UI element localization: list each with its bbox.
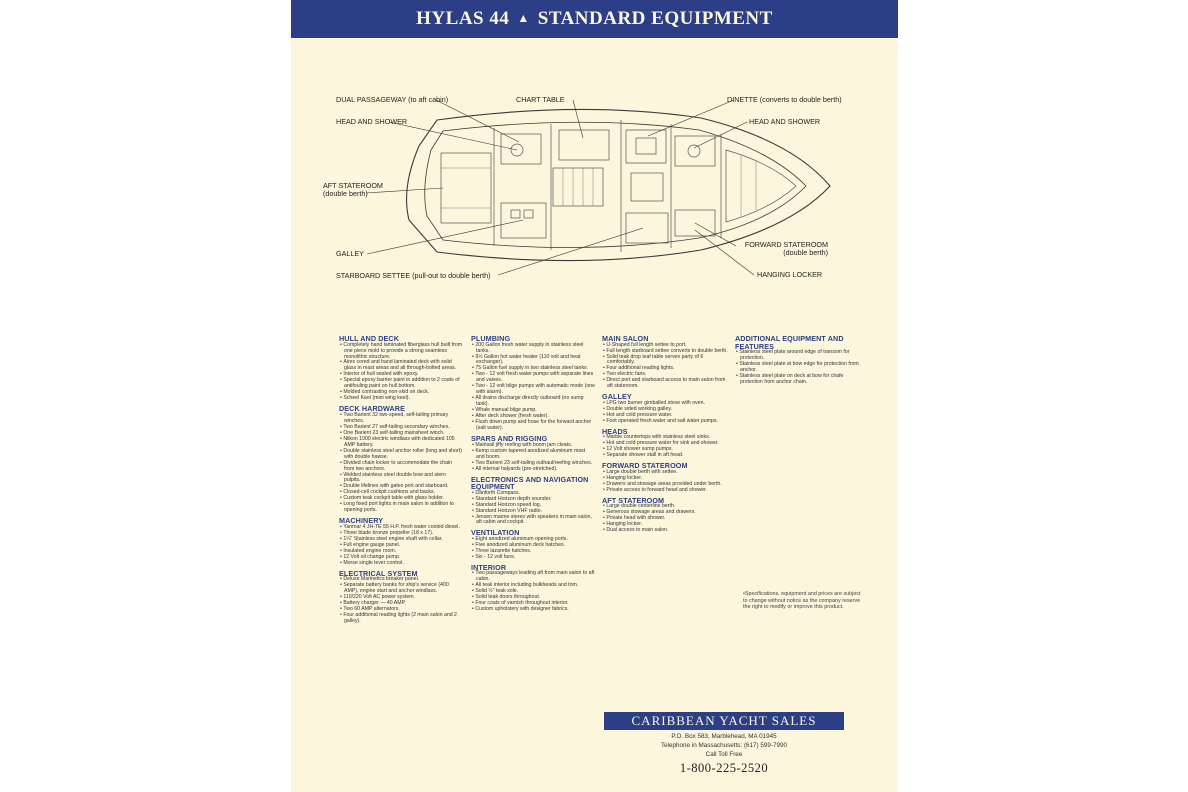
dealer-name-banner: CARIBBEAN YACHT SALES bbox=[604, 712, 844, 730]
section-heading: VENTILATION bbox=[471, 528, 520, 538]
dinette bbox=[626, 130, 666, 163]
spec-item: • Three blade bronze propeller (18 x 17). bbox=[339, 531, 463, 537]
aft-head bbox=[501, 134, 541, 164]
spec-item: • Deluxe Marinetics breaker panel. bbox=[339, 577, 463, 583]
spec-item: • Two electric fans. bbox=[602, 372, 728, 378]
spec-item: • Hanging locker. bbox=[602, 522, 728, 528]
callout-starboard-settee: STARBOARD SETTEE (pull-out to double berth) bbox=[336, 271, 491, 280]
section-heading: GALLEY bbox=[602, 392, 632, 402]
title-banner bbox=[291, 0, 898, 38]
spec-item: • 75 Gallon fuel supply in two stainless steel tanks. bbox=[471, 366, 595, 372]
spec-item: • All teak interior including bulkheads and trim. bbox=[471, 583, 595, 589]
spec-list bbox=[339, 343, 463, 403]
spec-item: • Flush down pump and hose for the forward anchor (salt water). bbox=[471, 420, 595, 432]
spec-item: • Private access to forward head and shower. bbox=[602, 488, 728, 494]
spec-item: • Standard Horizon depth sounder. bbox=[471, 497, 595, 503]
callout-aft-stateroom bbox=[323, 182, 383, 199]
spec-list bbox=[602, 343, 728, 391]
spec-item: • Private head with shower. bbox=[602, 516, 728, 522]
spec-item: • Full engine gauge panel. bbox=[339, 543, 463, 549]
disclaimer-text: • Specifications, equipment and prices are subject to change without notice as the company reserve the right to modify or improve this product. bbox=[743, 591, 861, 610]
spec-item: • Battery charger — 40 AMP. bbox=[339, 601, 463, 607]
spec-item: • Dual access to main salon. bbox=[602, 528, 728, 534]
spec-item: • Danforth Compass. bbox=[471, 491, 595, 497]
spec-item: • Molded contrasting non-skid on deck. bbox=[339, 390, 463, 396]
spec-item: • Stainless steel plate around edge of transom for protection. bbox=[735, 350, 859, 362]
spec-item: • 12 Volt oil change pump. bbox=[339, 555, 463, 561]
spec-item: • LPG two burner gimballed stove with oven. bbox=[602, 401, 728, 407]
spec-item: • Four coats of varnish throughout interior. bbox=[471, 601, 595, 607]
spec-item: • Solid ½" teak sole. bbox=[471, 589, 595, 595]
spec-item: • Yanmar 4 JH-TE 55 H.P. fresh water cooled diesel. bbox=[339, 525, 463, 531]
spec-item: • Two Barient 23 self-tailing outhaul/reefing winches. bbox=[471, 461, 595, 467]
section-heading: ELECTRONICS AND NAVIGATION EQUIPMENT bbox=[471, 474, 589, 492]
brochure-page bbox=[291, 0, 898, 792]
spec-item: • Two 60 AMP alternators. bbox=[339, 607, 463, 613]
spec-list bbox=[602, 435, 728, 459]
spec-list bbox=[602, 401, 728, 425]
section-heading: ELECTRICAL SYSTEM bbox=[339, 568, 418, 578]
section-heading: ADDITIONAL EQUIPMENT AND FEATURES bbox=[735, 334, 844, 351]
spec-item: • Airex cored and hand laminated deck with solid glass in mast areas and all through-bolted areas. bbox=[339, 360, 463, 372]
spec-item: • Full length starboard settee converts to double berth. bbox=[602, 349, 728, 355]
spec-column-1 bbox=[339, 335, 463, 628]
spec-item: • Scheel Keel (mini wing keel). bbox=[339, 396, 463, 402]
aft-berth bbox=[441, 153, 491, 223]
hull-outline bbox=[407, 109, 830, 260]
spec-item: • 200 Gallon fresh water supply in stainless steel tanks. bbox=[471, 343, 595, 355]
spec-item: • 9½ Gallon hot water heater (110 volt and heat exchanger). bbox=[471, 355, 595, 367]
chart-table bbox=[559, 130, 609, 160]
spec-item: • Divided chain locker to accommodate the chain from two anchors. bbox=[339, 461, 463, 473]
spec-item: • Eight anodized aluminum opening ports. bbox=[471, 537, 595, 543]
spec-list bbox=[471, 443, 595, 473]
spec-item: • Hot and cold pressure water for sink and shower. bbox=[602, 441, 728, 447]
spec-item: • Drawers and stowage areas provided under berth. bbox=[602, 482, 728, 488]
dealer-contact bbox=[604, 733, 844, 759]
forward-berth bbox=[726, 150, 796, 222]
spec-item: • Standard Horizon speed log. bbox=[471, 503, 595, 509]
section-heading: MAIN SALON bbox=[602, 334, 649, 343]
spec-column-2 bbox=[471, 335, 595, 616]
section-heading: SPARS AND RIGGING bbox=[471, 434, 548, 444]
spec-item: • All internal halyards (pre-stretched). bbox=[471, 467, 595, 473]
callout-forward-stateroom-line2: (double berth) bbox=[783, 248, 828, 258]
spec-item: • Jensen marine stereo with speakers in main salon, aft cabin and cockpit. bbox=[471, 515, 595, 527]
spec-item: • Four additional reading lights (2 main salon and 2 galley). bbox=[339, 613, 463, 625]
callout-head-shower-aft: HEAD AND SHOWER bbox=[336, 117, 408, 126]
section-heading: FORWARD STATEROOM bbox=[602, 461, 688, 471]
spec-item: • Special epoxy barrier paint in addition to 2 coats of antifouling paint on hull bottom. bbox=[339, 378, 463, 390]
spec-item: • Two - 12 volt bilge pumps with automatic mode (one with alarm). bbox=[471, 384, 595, 396]
spec-list bbox=[339, 525, 463, 567]
spec-item: • All drains discharge directly outboard (no sump tank). bbox=[471, 396, 595, 408]
spec-item: • Solid teak doors throughout. bbox=[471, 595, 595, 601]
spec-item: • Two - 12 volt fresh water pumps with separate lines and valves. bbox=[471, 372, 595, 384]
spec-item: • Direct port and starboard access to main salon from aft stateroom. bbox=[602, 378, 728, 390]
spec-item: • Large double berth with settee. bbox=[602, 470, 728, 476]
banner-title: STANDARD EQUIPMENT bbox=[537, 8, 773, 29]
spec-item: • Six - 12 volt fans. bbox=[471, 555, 595, 561]
spec-item: • Foot operated fresh water and salt water pumps. bbox=[602, 419, 728, 425]
triangle-icon: ▲ bbox=[517, 10, 530, 25]
dealer-address: P.O. Box 583, Marblehead, MA 01945 bbox=[671, 733, 777, 740]
starboard-settee bbox=[626, 213, 668, 243]
spec-item: • Marble countertops with stainless steel sinks. bbox=[602, 435, 728, 441]
spec-item: • Three lazarette hatches. bbox=[471, 549, 595, 555]
callout-galley: GALLEY bbox=[336, 249, 364, 258]
spec-list bbox=[602, 470, 728, 494]
spec-item: • Separate shower stall in aft head. bbox=[602, 453, 728, 459]
spec-item: • U-Shaped full length settee to port. bbox=[602, 343, 728, 349]
spec-item: • Long fixed port lights in main salon in addition to opening ports. bbox=[339, 502, 463, 514]
spec-item: • Kemp custom tapered anodized aluminum mast and boom. bbox=[471, 449, 595, 461]
spec-list bbox=[602, 504, 728, 534]
callout-hanging-locker: HANGING LOCKER bbox=[757, 270, 823, 279]
spec-item: • Double sided working galley. bbox=[602, 407, 728, 413]
spec-list bbox=[471, 343, 595, 433]
salon-table bbox=[631, 173, 663, 201]
callout-aft-stateroom-line1: AFT STATEROOM bbox=[323, 181, 383, 190]
spec-item: • One Barient 23 self-tailing mainsheet winch. bbox=[339, 431, 463, 437]
spec-item: • Four additional reading lights. bbox=[602, 366, 728, 372]
callout-dinette: DINETTE (converts to double berth) bbox=[727, 95, 842, 104]
spec-item: • Two passageways leading aft from main salon to aft cabin. bbox=[471, 571, 595, 583]
spec-column-4 bbox=[735, 335, 859, 389]
spec-item: • Generous stowage areas and drawers. bbox=[602, 510, 728, 516]
spec-item: • Separate battery banks for ship's service (400 AMP), engine start and anchor windlass. bbox=[339, 583, 463, 595]
spec-item: • Five anodized aluminum deck hatches. bbox=[471, 543, 595, 549]
spec-item: • Interior of hull sealed with epoxy. bbox=[339, 372, 463, 378]
spec-item: • Morse single lever control. bbox=[339, 561, 463, 567]
toll-free-number: 1-800-225-2520 bbox=[679, 761, 769, 775]
spec-item: • Stainless steel plate on deck at bow for chafe protection from anchor chain. bbox=[735, 374, 859, 386]
section-heading: MACHINERY bbox=[339, 516, 384, 526]
section-heading: HULL AND DECK bbox=[339, 334, 399, 343]
spec-item: • 12 Volt shower sump pumps. bbox=[602, 447, 728, 453]
section-heading: PLUMBING bbox=[471, 334, 511, 343]
section-heading: INTERIOR bbox=[471, 562, 507, 572]
galley-counter bbox=[501, 203, 546, 238]
spec-list bbox=[471, 491, 595, 527]
spec-item: • Welded stainless steel double bow and stern pulpits. bbox=[339, 473, 463, 485]
spec-item: • Two Barient 27 self-tailing secondary winches. bbox=[339, 425, 463, 431]
spec-item: • Double lifelines with gates port and starboard. bbox=[339, 484, 463, 490]
spec-item: • Solid teak drop leaf table serves party of 6 comfortably. bbox=[602, 355, 728, 367]
spec-item: • After deck shower (fresh water). bbox=[471, 414, 595, 420]
model-name: HYLAS 44 bbox=[416, 8, 510, 29]
callout-chart-table: CHART TABLE bbox=[516, 95, 565, 104]
companionway bbox=[553, 168, 603, 206]
spec-item: • Hot and cold pressure water. bbox=[602, 413, 728, 419]
spec-list bbox=[471, 537, 595, 561]
spec-item: • Double stainless steel anchor roller (long and short) with double hawse. bbox=[339, 449, 463, 461]
spec-item: • Two Barient 32 two-speed, self-tailing primary winches. bbox=[339, 413, 463, 425]
callout-head-shower-forward: HEAD AND SHOWER bbox=[749, 117, 821, 126]
spec-item: • Completely hand laminated fiberglass hull built from one piece mold to provide a strong seamless monolithic structure. bbox=[339, 343, 463, 361]
spec-list bbox=[339, 577, 463, 625]
spec-item: • Hanging locker. bbox=[602, 476, 728, 482]
spec-list bbox=[471, 571, 595, 613]
section-heading: DECK HARDWARE bbox=[339, 404, 405, 414]
spec-item: • Large double centerline berth. bbox=[602, 504, 728, 510]
callout-forward-stateroom bbox=[738, 241, 828, 258]
spec-item: • Insulated engine room. bbox=[339, 549, 463, 555]
spec-item: • Nilkon 1000 electric windlass with dedicated 105 AMP battery. bbox=[339, 437, 463, 449]
spec-column-3 bbox=[602, 335, 728, 537]
spec-item: • Mainsail jiffy reefing with boom jam cleats. bbox=[471, 443, 595, 449]
callout-dual-passageway: DUAL PASSAGEWAY (to aft cabin) bbox=[336, 95, 449, 104]
spec-item: • Custom upholstery with designer fabrics. bbox=[471, 607, 595, 613]
spec-item: • Custom teak cockpit table with glass holder. bbox=[339, 496, 463, 502]
dealer-phone: Telephone in Massachusetts: (617) 599-7990 bbox=[660, 741, 788, 749]
section-heading: AFT STATEROOM bbox=[602, 495, 665, 505]
spec-list bbox=[735, 350, 859, 386]
disclaimer-note bbox=[740, 591, 861, 611]
callout-forward-stateroom-line1: FORWARD STATEROOM bbox=[744, 240, 828, 249]
section-heading: HEADS bbox=[602, 426, 628, 436]
spec-item: • Standard Horizon VHF radio. bbox=[471, 509, 595, 515]
spec-item: • Stainless steel plate at bow edge for protection from anchor. bbox=[735, 362, 859, 374]
spec-item: • Whale manual bilge pump. bbox=[471, 408, 595, 414]
callout-aft-stateroom-line2: (double berth) bbox=[323, 189, 368, 199]
toll-free-label: Call Toll Free bbox=[705, 750, 743, 758]
spec-item: • Closed-cell cockpit cushions and backs. bbox=[339, 490, 463, 496]
spec-item: • 110/220 Volt AC power system. bbox=[339, 595, 463, 601]
spec-item: • 1¼" Stainless steel engine shaft with collar. bbox=[339, 537, 463, 543]
spec-list bbox=[339, 413, 463, 514]
